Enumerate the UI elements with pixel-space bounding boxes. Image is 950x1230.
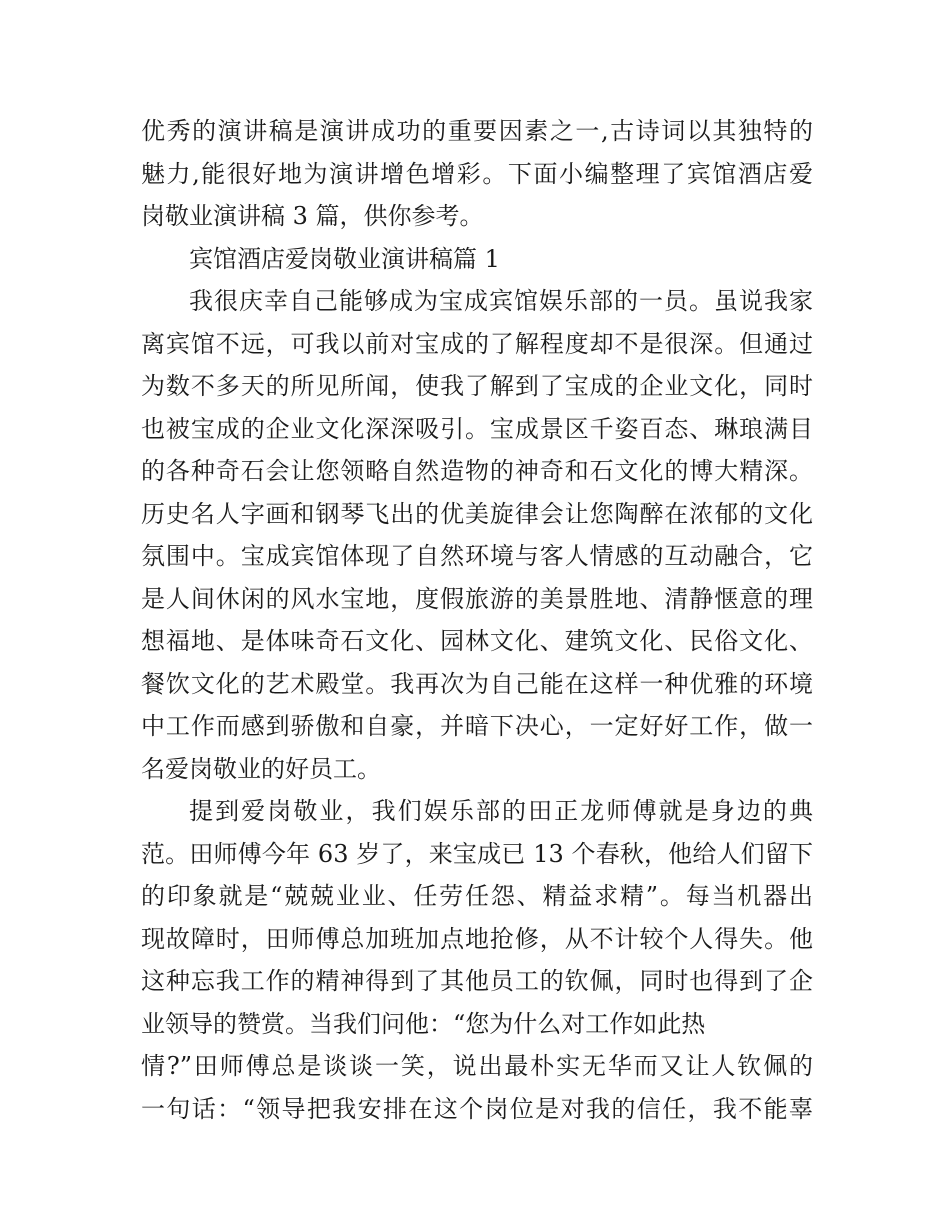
text-line: 魅力,能很好地为演讲增色增彩。下面小编整理了宾馆酒店爱 <box>141 159 813 188</box>
text-line: 现故障时，田师傅总加班加点地抢修，从不计较个人得失。他 <box>141 924 813 953</box>
text-line: 我很庆幸自己能够成为宝成宾馆娱乐部的一员。虽说我家 <box>189 287 813 315</box>
text-line: 岗敬业演讲稿 3 篇，供你参考。 <box>141 202 484 230</box>
text-line: 为数不多天的所见所闻，使我了解到了宝成的企业文化，同时 <box>141 372 813 400</box>
text-line: 这种忘我工作的精神得到了其他员工的钦佩，同时也得到了企 <box>141 967 813 995</box>
text-line: 离宾馆不远，可我以前对宝成的了解程度却不是很深。但通过 <box>141 329 813 358</box>
text-line: 情?”田师傅总是谈谈一笑，说出最朴实无华而又让人钦佩的 <box>141 1052 813 1080</box>
text-line: 中工作而感到骄傲和自豪，并暗下决心，一定好好工作，做一 <box>141 712 813 740</box>
text-line: 业领导的赞赏。当我们问他：“您为什么对工作如此热 <box>141 1009 706 1038</box>
text-line: 的各种奇石会让您领略自然造物的神奇和石文化的博大精深。 <box>141 457 813 485</box>
text-line: 宾馆酒店爱岗敬业演讲稿篇 1 <box>189 244 500 273</box>
text-line: 历史名人字画和钢琴飞出的优美旋律会让您陶醉在浓郁的文化 <box>141 499 813 528</box>
text-line: 氛围中。宝成宾馆体现了自然环境与客人情感的互动融合，它 <box>141 542 813 570</box>
text-line: 餐饮文化的艺术殿堂。我再次为自己能在这样一种优雅的环境 <box>141 669 813 698</box>
text-line: 想福地、是体味奇石文化、园林文化、建筑文化、民俗文化、 <box>141 627 813 655</box>
text-line: 优秀的演讲稿是演讲成功的重要因素之一,古诗词以其独特的 <box>141 117 813 145</box>
text-line: 是人间休闲的风水宝地，度假旅游的美景胜地、清静惬意的理 <box>141 584 813 613</box>
text-line: 也被宝成的企业文化深深吸引。宝成景区千姿百态、琳琅满目 <box>141 414 813 443</box>
text-line: 提到爱岗敬业，我们娱乐部的田正龙师傅就是身边的典 <box>189 797 813 825</box>
text-line: 名爱岗敬业的好员工。 <box>141 754 381 783</box>
text-line: 的印象就是“兢兢业业、任劳任怨、精益求精”。每当机器出 <box>141 882 813 910</box>
text-line: 一句话：“领导把我安排在这个岗位是对我的信任，我不能辜 <box>141 1094 813 1123</box>
document-page <box>141 110 813 1130</box>
text-line: 范。田师傅今年 63 岁了，来宝成已 13 个春秋，他给人们留下 <box>141 839 813 868</box>
